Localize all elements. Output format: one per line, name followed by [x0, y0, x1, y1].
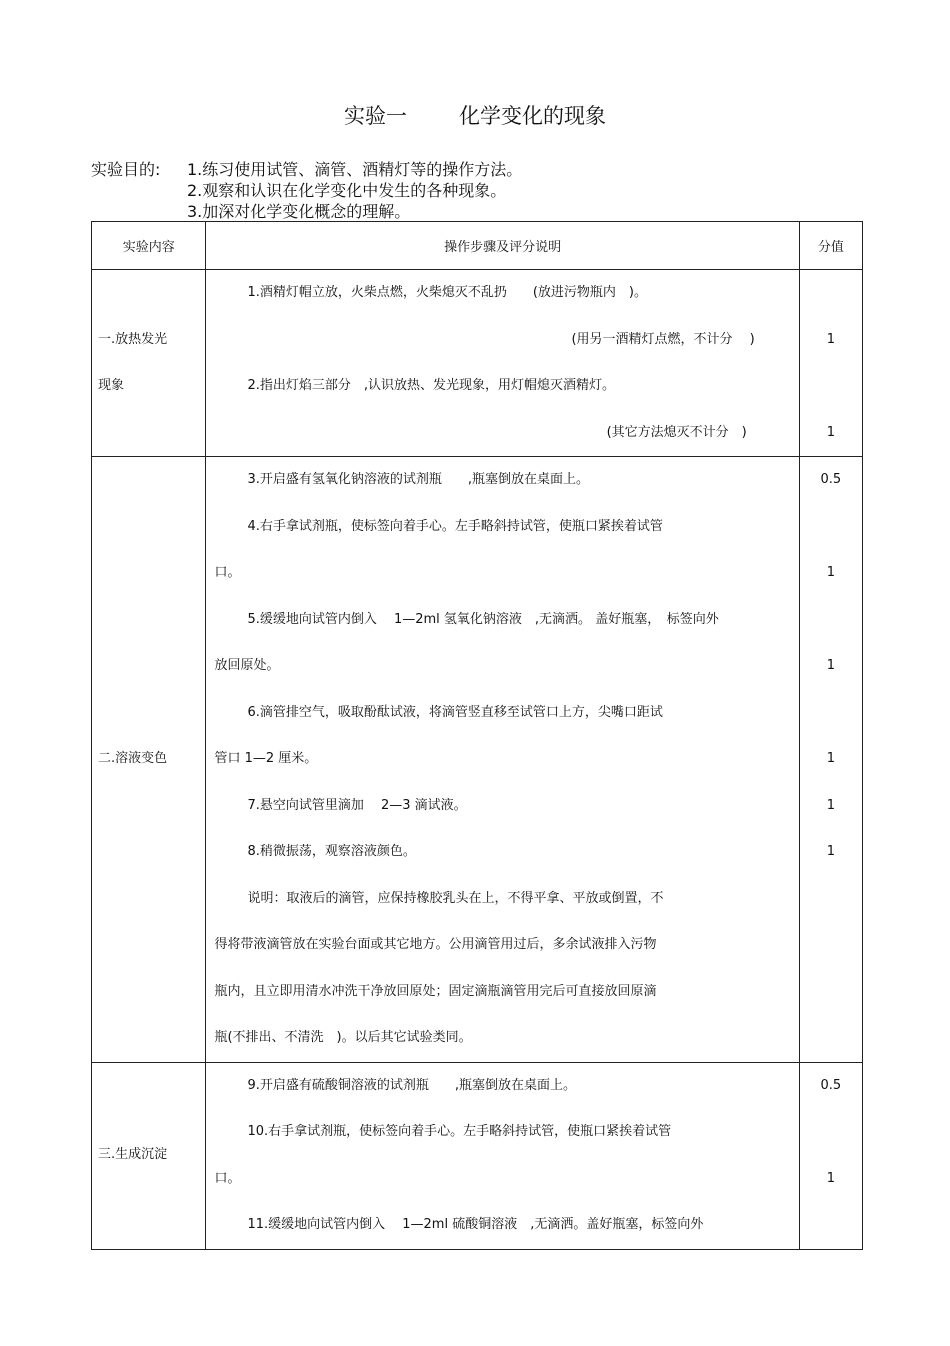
- step-line: 8.稍微振荡，观察溶液颜色。: [247, 844, 416, 859]
- score-value: 1: [826, 1170, 835, 1186]
- score-value: [800, 504, 862, 551]
- page-title: [0, 100, 950, 130]
- score-value: [800, 1202, 862, 1249]
- score-value: 1: [826, 424, 835, 440]
- step-line: 1.酒精灯帽立放，火柴点燃，火柴熄灭不乱扔 (放进污物瓶内 )。: [247, 285, 647, 300]
- step-line: 11.缓缓地向试管内倒入 1—2ml 硫酸铜溶液 ,无滴洒。盖好瓶塞，标签向外: [247, 1217, 704, 1232]
- score-value: [800, 1109, 862, 1156]
- table-row: [92, 270, 863, 457]
- score-value: 1: [826, 331, 835, 347]
- section-steps: [206, 270, 799, 457]
- section-scores: [799, 1062, 862, 1249]
- table-row: [92, 457, 863, 1063]
- step-note: (用另一酒精灯点燃，不计分 ): [571, 331, 755, 347]
- score-value: [800, 270, 862, 317]
- section-category: [92, 270, 206, 457]
- score-value: 1: [826, 751, 835, 766]
- score-value: 0.5: [820, 472, 842, 487]
- header-content: 实验内容: [92, 222, 206, 270]
- score-value: [800, 1015, 862, 1062]
- note-line: 瓶内，且立即用清水冲洗干净放回原处；固定滴瓶滴管用完后可直接放回原滴: [214, 983, 657, 999]
- section-category: [92, 1062, 206, 1249]
- note-line: 瓶(不排出、不清洗 )。以后其它试验类同。: [214, 1030, 472, 1045]
- section-steps: [206, 1062, 799, 1249]
- section-steps: [206, 457, 799, 1063]
- section-scores: [799, 270, 862, 457]
- table-row: [92, 1062, 863, 1249]
- purpose-item-2: 2.观察和认识在化学变化中发生的各种现象。: [187, 181, 507, 200]
- score-value: 1: [826, 797, 835, 813]
- step-line: 3.开启盛有氢氧化钠溶液的试剂瓶 ,瓶塞倒放在桌面上。: [247, 472, 589, 487]
- step-line: 口。: [214, 1170, 241, 1186]
- purpose-item-3: 3.加深对化学变化概念的理解。: [187, 202, 411, 221]
- step-line: 7.悬空向试管里滴加 2—3 滴试液。: [247, 797, 467, 813]
- step-line: 4.右手拿试剂瓶，使标签向着手心。左手略斜持试管，使瓶口紧挨着试管: [247, 518, 663, 534]
- category-line: 现象: [98, 378, 125, 393]
- step-line: 9.开启盛有硫酸铜溶液的试剂瓶 ,瓶塞倒放在桌面上。: [247, 1077, 576, 1093]
- title-part1: 实验一: [344, 104, 407, 128]
- step-line: 6.滴管排空气，吸取酚酞试液，将滴管竖直移至试管口上方，尖嘴口距试: [247, 704, 663, 720]
- score-value: [800, 363, 862, 410]
- step-line: 5.缓缓地向试管内倒入 1—2ml 氢氧化钠溶液 ,无滴洒。 盖好瓶塞， 标签向外: [247, 611, 719, 627]
- step-line: 10.右手拿试剂瓶，使标签向着手心。左手略斜持试管，使瓶口紧挨着试管: [247, 1124, 672, 1139]
- header-steps: 操作步骤及评分说明: [206, 222, 799, 270]
- note-line: 得将带液滴管放在实验台面或其它地方。公用滴管用过后，多余试液排入污物: [214, 937, 657, 952]
- score-value: [800, 969, 862, 1016]
- score-value: [800, 597, 862, 644]
- score-value: 1: [826, 565, 835, 580]
- category-line: 二.溶液变色: [98, 751, 168, 766]
- category-line: 一.放热发光: [98, 331, 168, 347]
- section-scores: [799, 457, 862, 1063]
- note-line: 说明：取液后的滴管，应保持橡胶乳头在上，不得平拿、平放或倒置，不: [247, 890, 664, 906]
- score-value: 0.5: [820, 1077, 842, 1093]
- step-line: 放回原处。: [214, 658, 280, 673]
- score-value: 1: [826, 844, 835, 859]
- purpose-label: 实验目的:: [91, 160, 161, 179]
- scoring-table: [91, 221, 863, 1250]
- step-line: 2.指出灯焰三部分 ,认识放热、发光现象，用灯帽熄灭酒精灯。: [247, 378, 615, 393]
- header-score: 分值: [799, 222, 862, 270]
- section-category: [92, 457, 206, 1063]
- score-value: [800, 876, 862, 923]
- step-note: (其它方法熄灭不计分 ): [606, 424, 747, 440]
- purpose-item-1: 1.练习使用试管、滴管、酒精灯等的操作方法。: [187, 160, 523, 179]
- category-line: 三.生成沉淀: [98, 1147, 168, 1163]
- table-header-row: [92, 222, 863, 270]
- score-value: [800, 690, 862, 737]
- title-part2: 化学变化的现象: [459, 104, 606, 128]
- step-line: 管口 1—2 厘米。: [214, 751, 318, 766]
- score-value: [800, 922, 862, 969]
- step-line: 口。: [214, 565, 241, 580]
- score-value: 1: [826, 658, 835, 673]
